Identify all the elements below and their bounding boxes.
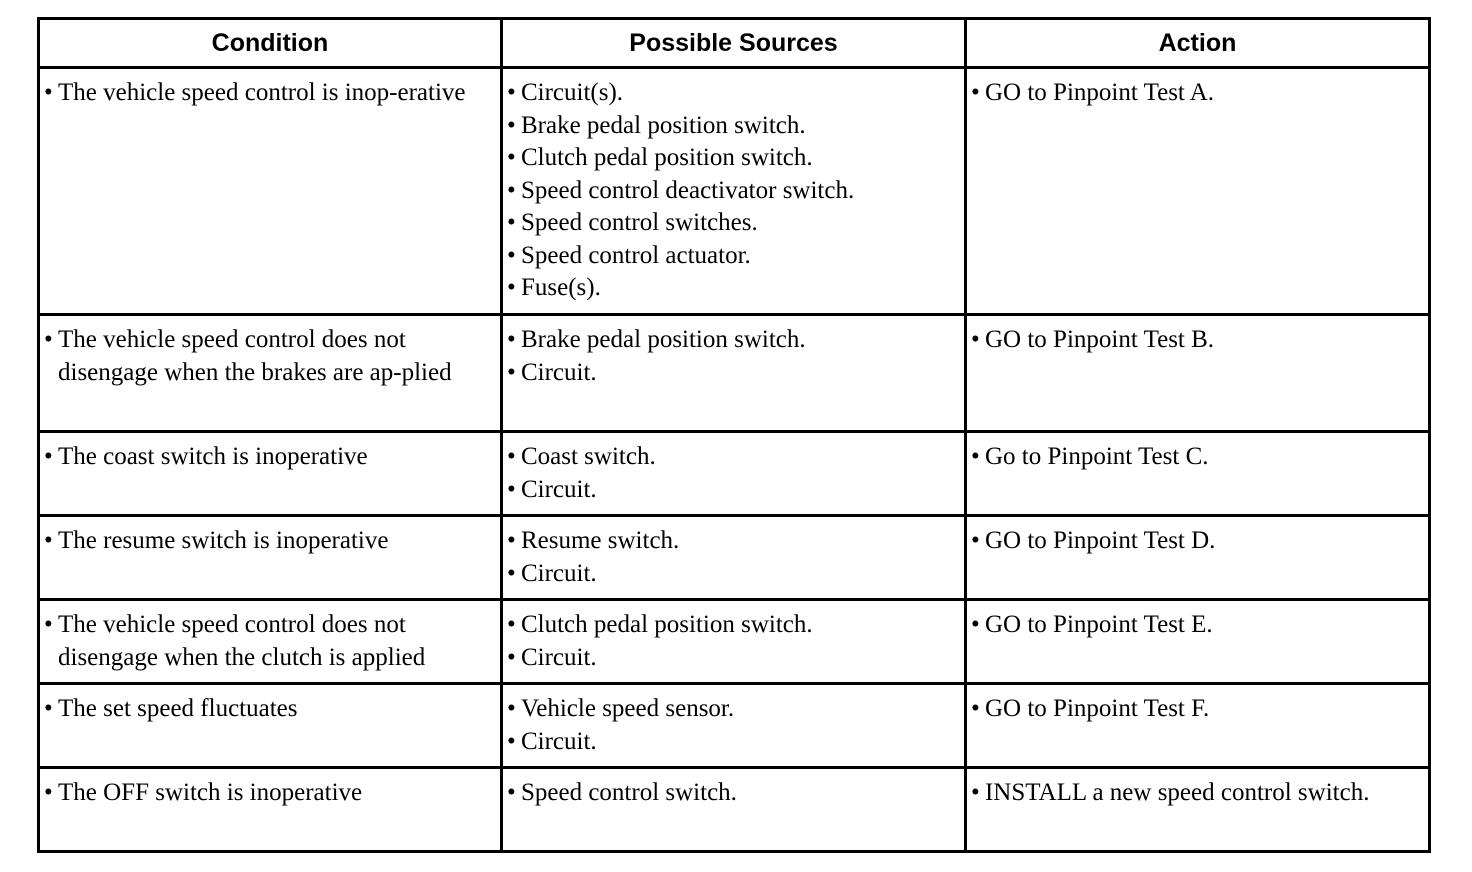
source-text: Speed control switches. (520, 209, 758, 236)
source-text: Vehicle speed sensor. (520, 695, 735, 722)
bullet-icon: • (44, 779, 53, 806)
sources-cell (501, 600, 965, 684)
bullet-icon: • (506, 111, 516, 139)
bullet-icon: • (44, 695, 53, 722)
source-text: Circuit. (520, 475, 597, 503)
list-item (507, 474, 958, 507)
list-item (971, 777, 1422, 810)
condition-cell (39, 68, 502, 315)
condition-text: The vehicle speed control does not disengage when the clutch is applied (58, 611, 426, 671)
source-text: Speed control switch. (520, 779, 737, 806)
bullet-icon: • (506, 326, 516, 353)
source-text: Fuse(s). (520, 274, 601, 301)
table-row (39, 600, 1430, 684)
list-item (971, 693, 1422, 726)
bullet-icon: • (970, 695, 980, 722)
list-item (507, 693, 958, 726)
source-text: Speed control deactivator switch. (520, 176, 855, 204)
list-item (507, 142, 958, 175)
bullet-icon: • (970, 611, 980, 638)
source-text: Clutch pedal position switch. (520, 611, 813, 638)
condition-text: The vehicle speed control does not disengage when the brakes are ap-plied (58, 326, 452, 386)
list-item (507, 77, 958, 110)
action-cell (965, 315, 1429, 432)
bullet-icon: • (970, 443, 980, 470)
header-condition: Condition (39, 19, 502, 68)
bullet-icon: • (44, 443, 53, 470)
condition-cell (39, 516, 502, 600)
list-item (507, 272, 958, 305)
list-item (507, 726, 958, 759)
header-possible-sources: Possible Sources (501, 19, 965, 68)
action-text: GO to Pinpoint Test B. (984, 326, 1215, 353)
list-item (507, 357, 958, 390)
condition-cell (39, 315, 502, 432)
action-text: GO to Pinpoint Test F. (984, 695, 1210, 722)
action-text: GO to Pinpoint Test D. (984, 527, 1216, 554)
table-row (39, 432, 1430, 516)
list-item (971, 609, 1422, 642)
bullet-icon: • (506, 727, 516, 755)
condition-text: The set speed fluctuates (58, 695, 298, 722)
list-item (507, 609, 958, 642)
bullet-icon: • (506, 611, 516, 638)
list-item (44, 609, 494, 674)
condition-text: The OFF switch is inoperative (58, 779, 363, 806)
list-item (507, 324, 958, 357)
bullet-icon: • (44, 79, 53, 106)
bullet-icon: • (506, 695, 516, 722)
header-action: Action (965, 19, 1429, 68)
action-text: INSTALL a new speed control switch. (984, 779, 1370, 806)
list-item (971, 324, 1422, 357)
sources-cell (501, 516, 965, 600)
condition-cell (39, 684, 502, 768)
list-item (507, 110, 958, 143)
bullet-icon: • (970, 527, 980, 554)
bullet-icon: • (506, 443, 516, 470)
bullet-icon: • (506, 559, 516, 587)
list-item (971, 441, 1422, 474)
action-text: GO to Pinpoint Test A. (984, 79, 1215, 106)
condition-text: The resume switch is inoperative (58, 527, 389, 554)
sources-cell (501, 315, 965, 432)
bullet-icon: • (506, 176, 516, 204)
list-item (44, 77, 494, 110)
list-item (507, 642, 958, 675)
bullet-icon: • (506, 779, 516, 806)
source-text: Circuit. (520, 643, 597, 671)
source-text: Circuit. (520, 358, 597, 386)
condition-text: The coast switch is inoperative (58, 443, 368, 470)
condition-cell (39, 432, 502, 516)
bullet-icon: • (506, 643, 516, 671)
list-item (507, 777, 958, 810)
bullet-icon: • (44, 527, 53, 554)
bullet-icon: • (44, 611, 53, 638)
action-cell (965, 432, 1429, 516)
sources-cell (501, 768, 965, 852)
sources-cell (501, 68, 965, 315)
condition-cell (39, 600, 502, 684)
action-cell (965, 600, 1429, 684)
source-text: Circuit. (520, 727, 597, 755)
source-text: Circuit(s). (520, 79, 624, 106)
list-item (507, 558, 958, 591)
table-row (39, 68, 1430, 315)
list-item (971, 525, 1422, 558)
action-cell (965, 516, 1429, 600)
source-text: Circuit. (520, 559, 597, 587)
diagnosis-table (37, 17, 1431, 853)
bullet-icon: • (506, 527, 516, 554)
table-row (39, 768, 1430, 852)
list-item (507, 175, 958, 208)
source-text: Coast switch. (520, 443, 656, 470)
bullet-icon: • (970, 79, 980, 106)
bullet-icon: • (44, 326, 53, 353)
source-text: Resume switch. (520, 527, 680, 554)
list-item (507, 525, 958, 558)
list-item (507, 240, 958, 273)
action-text: Go to Pinpoint Test C. (984, 443, 1209, 470)
list-item (44, 441, 494, 474)
list-item (44, 693, 494, 726)
list-item (507, 207, 958, 240)
action-cell (965, 68, 1429, 315)
list-item (507, 441, 958, 474)
action-cell (965, 768, 1429, 852)
sources-cell (501, 432, 965, 516)
bullet-icon: • (506, 241, 516, 269)
list-item (44, 777, 494, 810)
list-item (44, 525, 494, 558)
bullet-icon: • (970, 326, 980, 353)
source-text: Speed control actuator. (520, 241, 751, 269)
bullet-icon: • (506, 274, 516, 301)
bullet-icon: • (970, 779, 980, 806)
table-row (39, 516, 1430, 600)
list-item (44, 324, 494, 389)
action-cell (965, 684, 1429, 768)
condition-text: The vehicle speed control is inop-erative (58, 79, 466, 106)
table-row (39, 684, 1430, 768)
source-text: Clutch pedal position switch. (520, 144, 813, 171)
source-text: Brake pedal position switch. (520, 111, 806, 139)
header-row (39, 19, 1430, 68)
bullet-icon: • (506, 358, 516, 386)
action-text: GO to Pinpoint Test E. (984, 611, 1213, 638)
table-row (39, 315, 1430, 432)
bullet-icon: • (506, 475, 516, 503)
sources-cell (501, 684, 965, 768)
source-text: Brake pedal position switch. (520, 326, 806, 353)
condition-cell (39, 768, 502, 852)
bullet-icon: • (506, 144, 516, 171)
bullet-icon: • (506, 209, 516, 236)
bullet-icon: • (506, 79, 516, 106)
list-item (971, 77, 1422, 110)
